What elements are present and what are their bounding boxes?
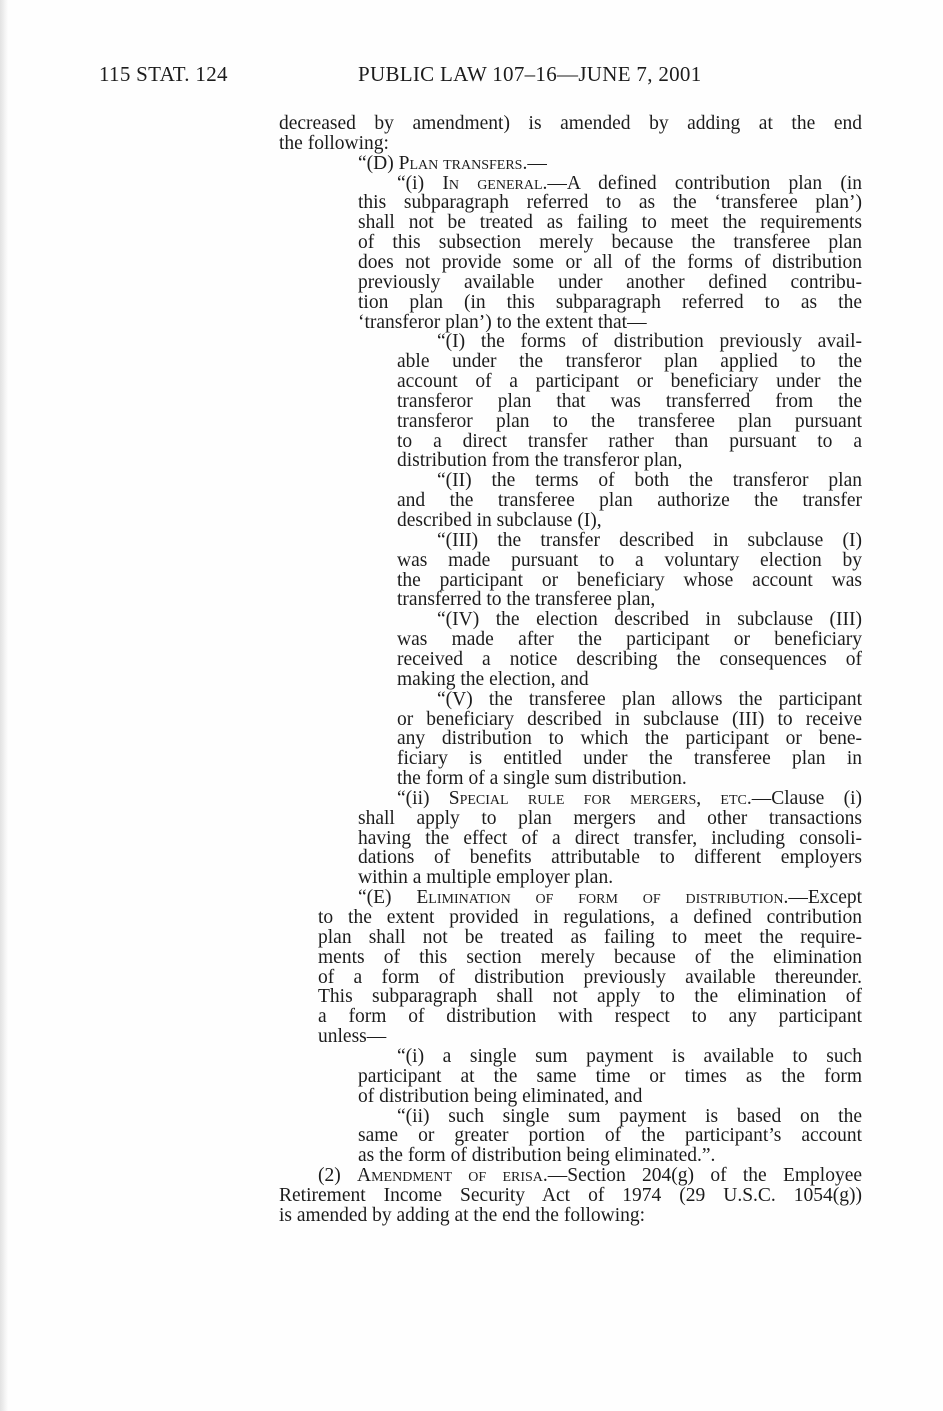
text-line: ‘transferor plan’) to the extent that— [358,311,647,333]
text-line: described in subclause (I), [397,510,602,531]
text-line: does not provide some or all of the forms of distribution [358,251,862,273]
text-line: or beneficiary described in subclause (III) to receive [397,708,862,730]
text-line: “(V) the transferee plan allows the participant [437,688,862,710]
running-title: PUBLIC LAW 107–16—JUNE 7, 2001 [358,62,702,86]
text-line: of this subsection merely because the transferee plan [358,232,862,254]
text-line: same or greater portion of the participant’s account [358,1125,862,1147]
text-line: is amended by adding at the end the following: [279,1204,646,1226]
heading-small-caps: Plan transfers [398,152,523,174]
text-line: transferred to the transferee plan, [397,589,656,611]
text-line: and the transferee plan authorize the transfer [397,490,862,512]
text-line: “(ii) such single sum payment is based on the [397,1105,862,1127]
text-line: this subparagraph referred to as the ‘transferee plan’) [358,192,862,214]
text-line: Retirement Income Security Act of 1974 (29 U.S.C. 1054(g)) [279,1184,862,1206]
text-line: shall apply to plan mergers and other transactions [358,807,862,829]
text-line: was made pursuant to a voluntary election by [397,549,862,571]
text-line: a form of distribution with respect to any participant [318,1006,862,1028]
text-line: “(i) a single sum payment is available to such [397,1045,862,1067]
text-line: ficiary is entitled under the transferee plan in [397,748,862,770]
text-line: the form of a single sum distribution. [397,768,687,790]
text-line: the participant or beneficiary whose account was [397,569,862,591]
heading-small-caps: Special rule for mergers, etc [448,787,747,809]
text-line: “(ii) Special rule for mergers, etc.—Clause (i) [397,787,862,809]
page-reference: 115 STAT. 124 [99,62,228,86]
text-line: dations of benefits attributable to different employers [358,847,862,869]
scan-edge-shadow [0,0,8,1411]
text-line: able under the transferor plan applied to the [397,351,862,373]
text-line: “(E) Elimination of form of distribution.—Except [358,887,863,909]
heading-small-caps: Elimination of form of distribution [416,887,784,909]
text-line: “(i) In general.—A defined contribution plan (in [397,172,862,194]
text-line: transferor plan that was transferred from the [397,390,862,412]
text-line: to the extent provided in regulations, a defined contribution [318,907,862,928]
text-line: distribution from the transferor plan, [397,450,683,472]
text-line: having the effect of a direct transfer, including consoli- [358,827,862,849]
text-line: transferor plan to the transferee plan pursuant [397,410,862,432]
text-line: ments of this section merely because of the elimination [318,946,862,968]
text-line: “(I) the forms of distribution previously avail- [437,331,862,353]
text-line: of distribution being eliminated, and [358,1085,643,1107]
text-line: of a form of distribution previously available thereunder. [318,966,862,988]
text-line: the following: [279,132,389,154]
text-line: was made after the participant or beneficiary [397,629,862,651]
text-line: any distribution to which the participant or bene- [397,728,862,750]
text-line: (2) Amendment of erisa.—Section 204(g) of the Employee [318,1165,862,1187]
heading-small-caps: Amendment of erisa [357,1165,543,1187]
text-line: “(D) Plan transfers.— [358,152,547,174]
text-line: “(III) the transfer described in subclause (I) [437,529,862,551]
text-line: “(II) the terms of both the transferor plan [437,470,862,492]
text-line: making the election, and [397,668,589,690]
text-line: account of a participant or beneficiary under the [397,371,862,393]
heading-small-caps: In general [442,172,543,194]
text-line: This subparagraph shall not apply to the elimination of [318,986,862,1008]
text-line: within a multiple employer plan. [358,867,614,889]
text-line: previously available under another defined contribu- [358,271,862,293]
text-line: received a notice describing the consequences of [397,648,862,670]
text-line: tion plan (in this subparagraph referred to as the [358,291,862,313]
text-line: participant at the same time or times as the form [358,1065,862,1087]
text-line: decreased by amendment) is amended by adding at the end [279,113,862,134]
text-line: “(IV) the election described in subclause (III) [437,609,862,631]
text-line: unless— [318,1026,387,1048]
text-line: shall not be treated as failing to meet the requirements [358,212,862,234]
text-line: as the form of distribution being eliminated.”. [358,1145,716,1167]
text-line: plan shall not be treated as failing to meet the require- [318,926,862,948]
text-line: to a direct transfer rather than pursuant to a [397,430,862,452]
